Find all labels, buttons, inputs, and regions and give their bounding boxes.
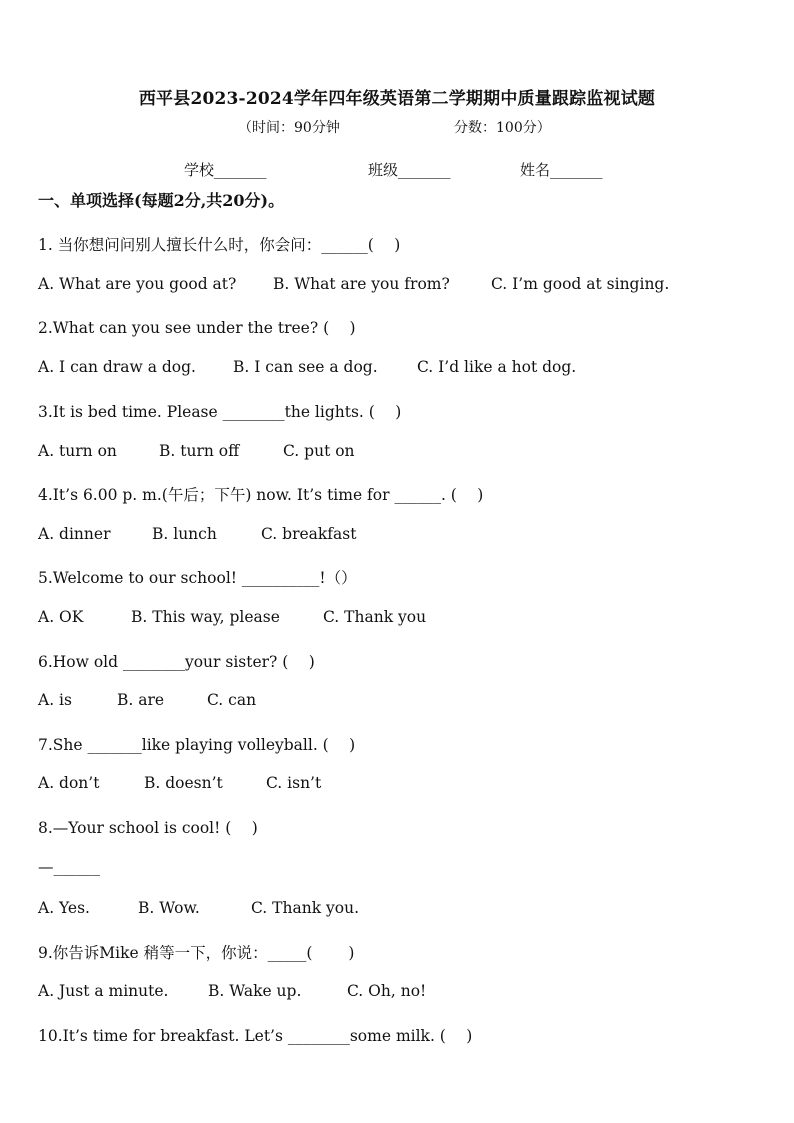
options-7 [38,774,321,792]
class-field: 班级_______ [368,161,451,179]
option-c: C. I’d like a hot dog. [417,358,577,376]
option-b: B. What are you from? [273,275,450,293]
option-c: C. Oh, no! [347,982,427,1000]
option-a: A. What are you good at? [38,275,237,293]
option-b: B. are [117,691,165,709]
options-6 [38,691,256,709]
option-b: B. doesn’t [144,774,223,792]
option-b: B. Wake up. [208,982,302,1000]
option-c: C. breakfast [261,525,357,543]
exam-score: 分数：100分） [454,120,551,136]
question-1: 1. 当你想问问别人擅长什么时，你会问：______( ) [38,236,401,254]
question-6: 6.How old ________your sister? ( ) [38,653,315,671]
options-8 [38,899,359,917]
option-b: B. Wow. [138,899,200,917]
question-4: 4.It’s 6.00 p. m.(午后；下午) now. It’s time for ______. ( ) [38,486,484,504]
option-a: A. OK [38,608,84,626]
option-c: C. can [207,691,257,709]
question-10: 10.It’s time for breakfast. Let’s ________some milk. ( ) [38,1027,473,1045]
section-heading: 一、单项选择(每题2分,共20分)。 [38,191,285,210]
question-5: 5.Welcome to our school! __________!（） [38,569,357,587]
question-9: 9.你告诉Mike 稍等一下，你说：_____( ) [38,944,355,962]
option-c: C. Thank you. [251,899,360,917]
option-b: B. lunch [152,525,217,543]
option-c: C. isn’t [266,774,322,792]
option-a: A. Just a minute. [38,982,169,1000]
option-b: B. I can see a dog. [233,358,378,376]
option-b: B. turn off [159,442,240,460]
option-a: A. dinner [38,525,111,543]
options-2 [38,358,576,376]
option-a: A. Yes. [38,899,90,917]
option-a: A. is [38,691,72,709]
question-8: 8.—Your school is cool! ( ) [38,819,258,837]
options-3 [38,442,355,460]
school-field: 学校_______ [184,161,267,179]
option-c: C. put on [283,442,355,460]
options-9 [38,982,426,1000]
exam-title: 西平县2023-2024学年四年级英语第二学期期中质量跟踪监视试题 [138,89,656,109]
option-c: C. I’m good at singing. [491,275,670,293]
name-field: 姓名_______ [520,161,603,179]
exam-time: （时间：90分钟 [238,120,340,136]
option-a: A. turn on [38,442,117,460]
option-a: A. I can draw a dog. [38,358,196,376]
question-2: 2.What can you see under the tree? ( ) [38,319,356,337]
question-7: 7.She _______like playing volleyball. ( ) [38,736,356,754]
options-1 [38,275,669,293]
options-4 [38,525,356,543]
option-c: C. Thank you [323,608,427,626]
question-3: 3.It is bed time. Please ________the lights. ( ) [38,403,402,421]
option-b: B. This way, please [131,608,280,626]
dialogue-response: —______ [38,858,100,876]
option-a: A. don’t [38,774,100,792]
options-5 [38,608,426,626]
